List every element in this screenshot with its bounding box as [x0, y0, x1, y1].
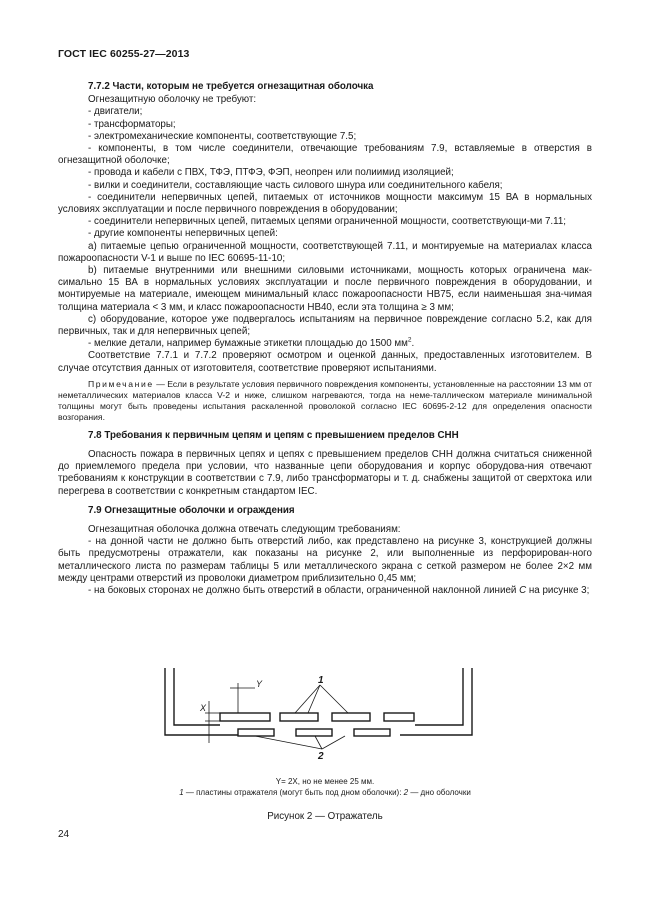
label-2: 2 [318, 751, 324, 762]
paragraph: Огнезащитная оболочка должна отвечать следующим требованиям: [88, 523, 401, 535]
sub-item-c: с) оборудование, которое уже подвергалось испытаниям на первичное повреждение согласно 5.2, как для первичных, так и для непервичных цепей; [58, 313, 592, 338]
reflector-plate [280, 713, 318, 721]
section-7-9-heading: 7.9 Огнезащитные оболочки и ограждения [88, 504, 295, 516]
legend-2-text: — дно оболочки [408, 788, 471, 797]
paragraph: Огнезащитную оболочку не требуют: [88, 94, 257, 106]
reflector-plate [220, 713, 270, 721]
note [58, 379, 592, 424]
figure-formula: Y= 2X, но не менее 25 мм. [275, 777, 375, 786]
reflector-plate [384, 713, 414, 721]
section-7-7-2-heading: 7.7.2 Части, которым не требуется огнезащитная оболочка [88, 81, 374, 92]
figure-title: Рисунок 2 — Отражатель [267, 811, 383, 822]
list-item: - электромеханические компоненты, соответствующие 7.5; [88, 130, 357, 142]
bottom-plate [296, 729, 332, 736]
reflector-figure [160, 663, 490, 768]
list-item [58, 585, 592, 597]
reflector-plate [332, 713, 370, 721]
item2-c-letter: С [519, 584, 527, 596]
item2-end: на рисунке 3; [526, 584, 590, 596]
list-item: - провода и кабели с ПВХ, ТФЭ, ПТФЭ, ФЭП, неопрен или полиимид изоляцией; [88, 167, 454, 179]
label-1: 1 [318, 675, 324, 686]
enclosure-right-inner [415, 668, 463, 725]
page-number: 24 [58, 829, 70, 840]
item2-text: - на боковых сторонах не должно быть отверстий в области, ограниченной наклонной линией [88, 584, 520, 596]
sub-item-a: а) питаемые цепью ограниченной мощности, соответствующей 7.11, и монтируемые на материалах класса пожароопасности V-1 и выше по IEC 60695-11-10; [58, 240, 592, 264]
list-item: - соединители непервичных цепей, питаемых от источников мощности максимум 15 ВА в нормальных условиях эксплуатации и после первичного повреждения в оборудовании; [58, 191, 592, 216]
label-y: Y [256, 679, 263, 689]
section-7-8-heading: 7.8 Требования к первичным цепям и цепям с превышением пределов СНН [88, 429, 459, 441]
list-item: - трансформаторы; [88, 118, 176, 130]
list-item: - двигатели; [88, 106, 143, 118]
compliance-paragraph: Соответствие 7.7.1 и 7.7.2 проверяют осмотром и оценкой данных, предоставленных изготовителем. В случае отсутствия данных от изготовителя, соответствие проверяют испытаниями. [58, 350, 592, 374]
figure-legend [58, 787, 592, 798]
small-parts-end: . [411, 338, 415, 350]
list-item: - соединители непервичных цепей, питаемых цепями ограниченной мощности, соответствующи-ми 7.11; [88, 216, 567, 228]
list-item: - компоненты, в том числе соединители, отвечающие требованиям 7.9, вставляемые в отверстия в огнезащитной оболочке; [58, 143, 592, 167]
list-item: - другие компоненты непервичных цепей: [88, 228, 278, 240]
legend-1-text: — пластины отражателя (могут быть под дном оболочки): [183, 788, 404, 797]
label-x: X [200, 703, 207, 713]
standard-header: ГОСТ IEC 60255-27—2013 [58, 48, 190, 60]
superscript: 2 [407, 337, 412, 344]
sub-item-b: b) питаемые внутренними или внешними силовыми источниками, мощность которых ограничена мак-симально 15 ВА в нормальных условиях эксплуатации и после первичного повреждения в оборудовании, и монтируемые на материале, имеющем минимальный класс пожароопасности HB75, если наименьшая зна-чимая толщина материала < 3 мм, и класс пожароопасности HB40, если эта толщина ≥ 3 мм; [58, 265, 592, 313]
list-item: - на донной части не должно быть отверстий либо, как представлено на рисунке 3, конструкцией должны быть предусмотрены отражатели, как показаны на рисунке 2, или выполненные из перфорирован-ного металлического листа по размерам таблицы 5 или металлического экрана с сеткой размером не более 2×2 мм между центрами отверстий из проволоки диаметром приблизительно 0,45 мм; [58, 536, 592, 584]
legend-1: 1 [179, 788, 184, 797]
paragraph: Опасность пожара в первичных цепях и цепях с превышением пределов СНН должна считаться сниженной до приемлемого предела при условии, что названные цепи оборудования и корпус оборудова-ния отвечают требованиям к конструкции в соответствии с 7.9, либо трансформаторы и т. д. снабжены защитой от сверхтока или перегрева в соответствии с конкретным стандартом IEC. [58, 448, 592, 497]
list-item: - вилки и соединители, составляющие часть силового шнура или соединительного кабеля; [88, 179, 503, 191]
enclosure-bottom-inner [174, 668, 220, 725]
note-label: Примечание [88, 378, 154, 389]
note-text: — Если в результате условия первичного повреждения компоненты, установленные на расстоянии 13 мм от неметаллических материалов класса V-2 и ниже, слишком нагреваются, тогда на неме-таллическом материале минимальной толщины могут быть проведены испытания раскаленной проволокой согласно IEC 60695-2-12 для определения опасности возгорания. [58, 378, 593, 423]
legend-2: 2 [403, 788, 409, 797]
bottom-plate [238, 729, 274, 736]
list-item-small-parts [58, 338, 592, 350]
small-parts-text: - мелкие детали, например бумажные этикетки площадью до 1500 мм [88, 338, 408, 350]
spacer [58, 498, 592, 504]
bottom-plate [354, 729, 390, 736]
document-body [58, 80, 592, 597]
